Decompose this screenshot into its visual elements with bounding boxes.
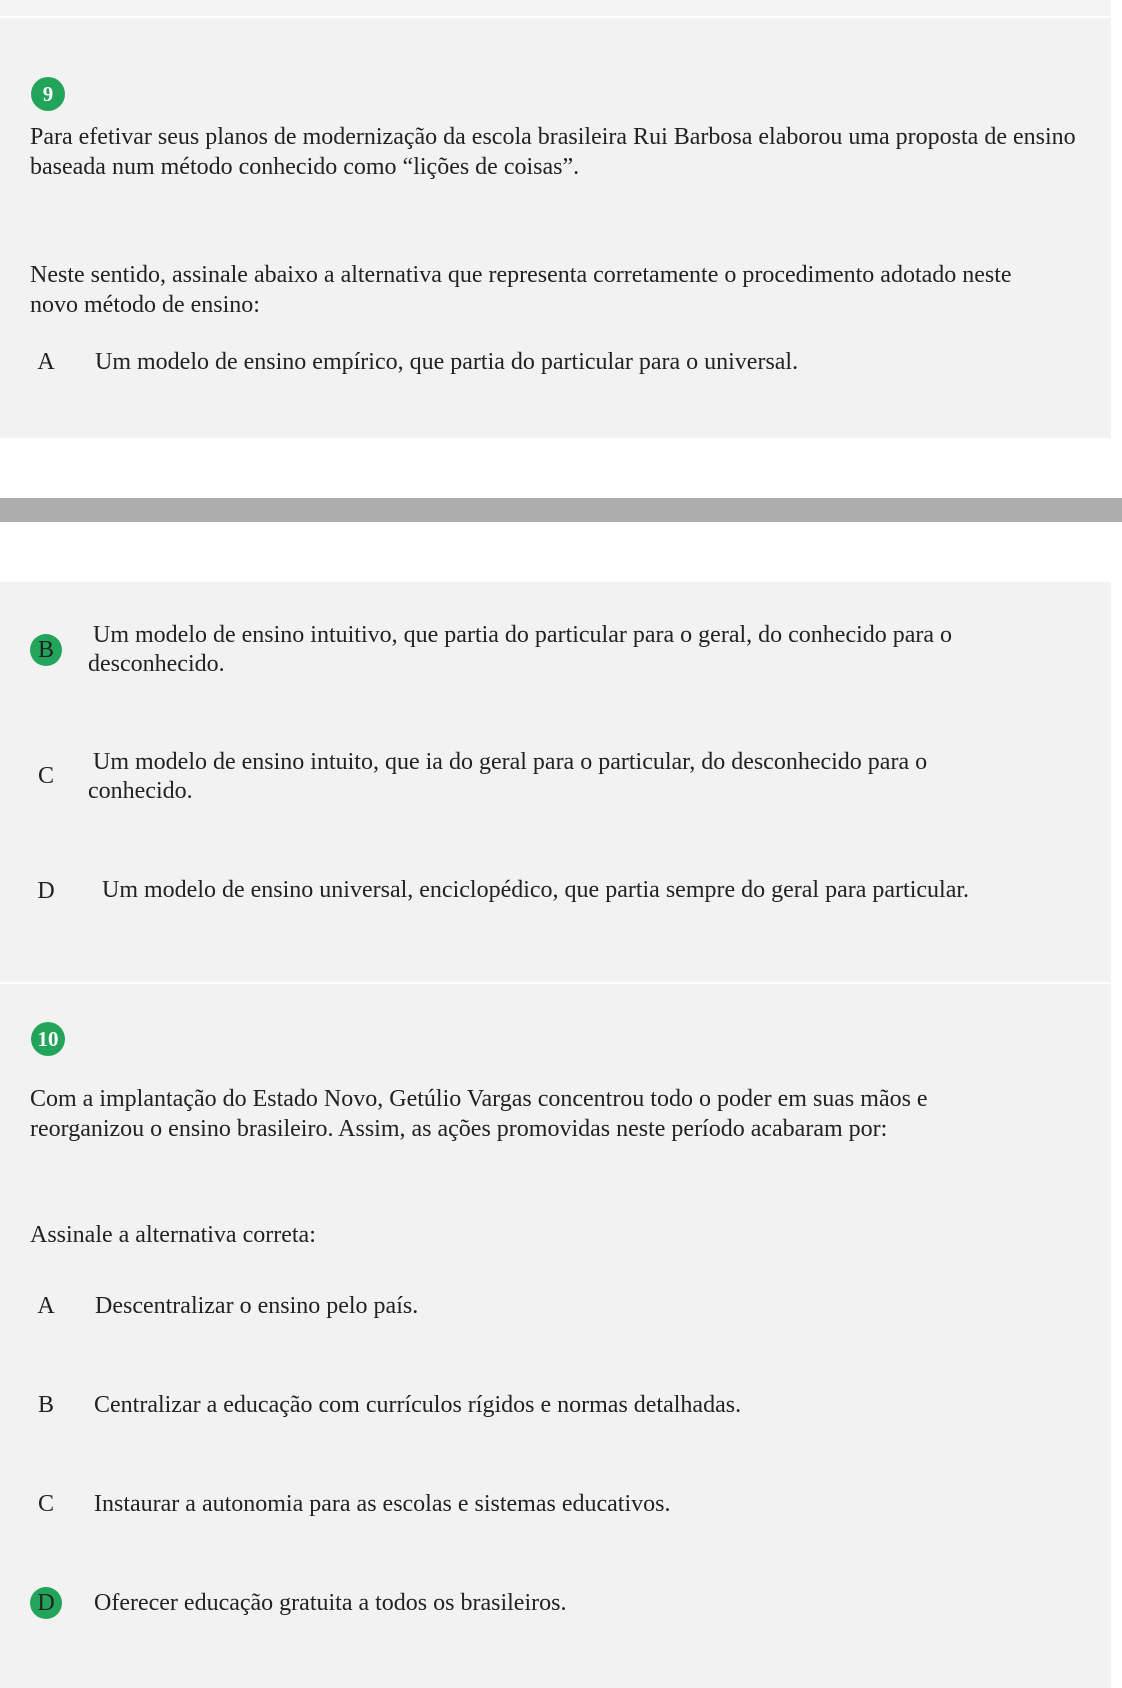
- option-text: Centralizar a educação com currículos rígidos e normas detalhadas.: [94, 1392, 742, 1418]
- option-text: Descentralizar o ensino pelo país.: [95, 1293, 419, 1319]
- question-instruction: Neste sentido, assinale abaixo a alternativa que representa corretamente o procedimento adotado neste novo método de ensino:: [30, 262, 1012, 318]
- option-letter: A: [37, 348, 55, 375]
- option-text: Um modelo de ensino universal, enciclopédico, que partia sempre do geral para particular.: [102, 877, 970, 903]
- question-number-badge: 10: [31, 1022, 65, 1056]
- option-text: Um modelo de ensino intuitivo, que partia do particular para o geral, do conhecido para o desconhecido.: [88, 622, 953, 677]
- question-stem: Para efetivar seus planos de modernização da escola brasileira Rui Barbosa elaborou uma proposta de ensino baseada num método conhecido como “lições de coisas”.: [30, 124, 1076, 180]
- option-letter-selected: B: [30, 634, 62, 666]
- question-instruction: Assinale a alternativa correta:: [30, 1222, 316, 1248]
- option-text: Um modelo de ensino intuito, que ia do geral para o particular, do desconhecido para o conhecido.: [88, 749, 928, 804]
- question-9-card-continued: [0, 582, 1111, 982]
- option-letter: D: [37, 877, 55, 904]
- option-text: Um modelo de ensino empírico, que partia do particular para o universal.: [95, 349, 799, 375]
- question-10-card: [0, 984, 1111, 1688]
- card-top-sliver: [0, 0, 1111, 16]
- option-text: Oferecer educação gratuita a todos os brasileiros.: [94, 1590, 567, 1616]
- option-letter: C: [37, 1490, 54, 1517]
- question-number-badge: 9: [31, 77, 65, 111]
- option-letter: B: [37, 1391, 54, 1418]
- question-9-card: [0, 18, 1111, 438]
- page-divider: [0, 498, 1122, 522]
- option-text: Instaurar a autonomia para as escolas e sistemas educativos.: [94, 1491, 671, 1517]
- question-stem: Com a implantação do Estado Novo, Getúlio Vargas concentrou todo o poder em suas mãos e reorganizou o ensino brasileiro. Assim, as ações promovidas neste período acabaram por:: [30, 1086, 928, 1142]
- option-letter-selected: D: [30, 1587, 62, 1619]
- option-letter: C: [37, 762, 54, 789]
- option-letter: A: [37, 1292, 55, 1319]
